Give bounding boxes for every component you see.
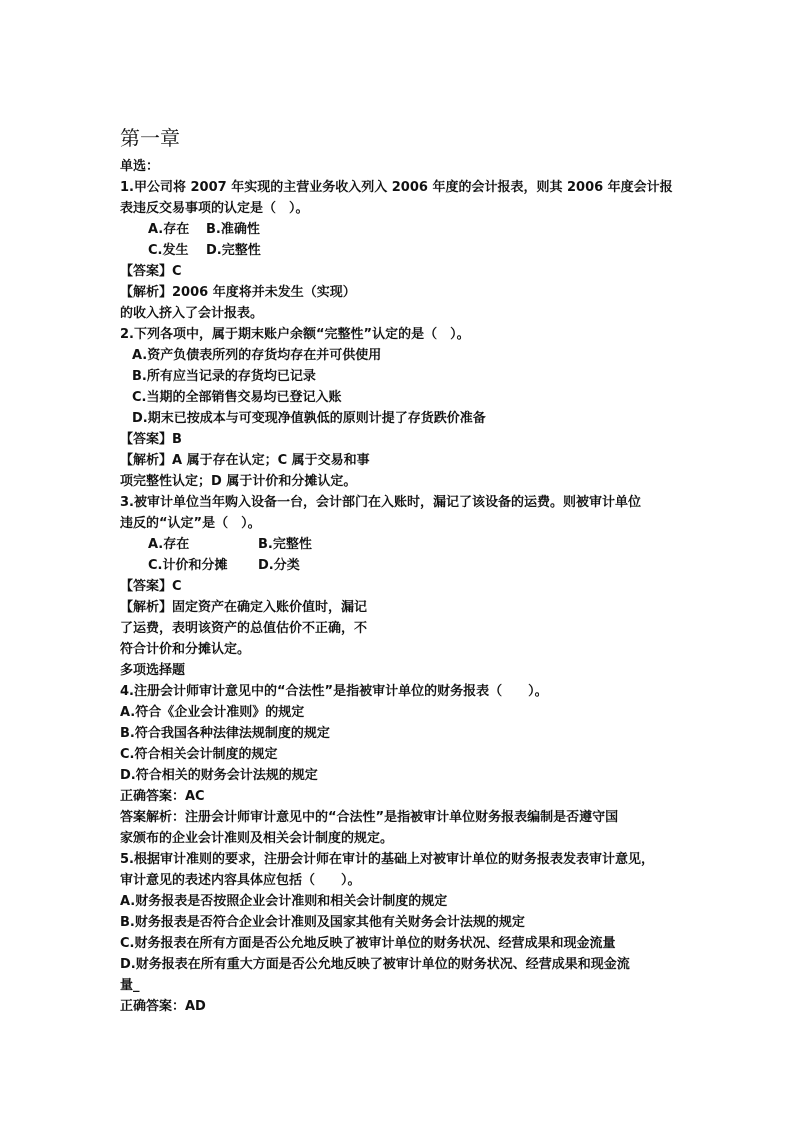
q3-analysis-line-2: 了运费，表明该资产的总值估价不正确，不 bbox=[120, 621, 368, 636]
q2-option-c: C.当期的全部销售交易均已登记入账 bbox=[132, 390, 342, 405]
section-heading-single: 单选： bbox=[120, 159, 160, 174]
q4-option-b: B.符合我国各种法律法规制度的规定 bbox=[120, 726, 330, 741]
q3-answer: 【答案】C bbox=[120, 579, 182, 594]
q5-option-a: A.财务报表是否按照企业会计准则和相关会计制度的规定 bbox=[120, 894, 448, 909]
q4-stem-line-1: 4.注册会计师审计意见中的“合法性”是指被审计单位的财务报表（ ）。 bbox=[120, 684, 548, 699]
q4-option-d: D.符合相关的财务会计法规的规定 bbox=[120, 768, 318, 783]
q3-stem-line-1: 3.被审计单位当年购入设备一台，会计部门在入账时，漏记了该设备的运费。则被审计单位 bbox=[120, 495, 641, 510]
q1-stem-line-1: 1.甲公司将 2007 年实现的主营业务收入列入 2006 年度的会计报表，则其 2006 年度会计报 bbox=[120, 180, 673, 195]
chapter-title: 第一章 bbox=[120, 126, 180, 150]
q5-option-d-line-2: 量_ bbox=[120, 978, 140, 993]
q5-stem-line-1: 5.根据审计准则的要求，注册会计师在审计的基础上对被审计单位的财务报表发表审计意见， bbox=[120, 852, 654, 867]
q4-analysis-line-2: 家颁布的企业会计准则及相关会计制度的规定。 bbox=[120, 831, 394, 846]
q2-answer: 【答案】B bbox=[120, 432, 182, 447]
q3-option-a: A.存在 bbox=[148, 537, 190, 552]
q1-stem-line-2: 表违反交易事项的认定是（ ）。 bbox=[120, 201, 309, 216]
q5-answer: 正确答案：AD bbox=[120, 999, 206, 1014]
q5-option-c: C.财务报表在所有方面是否公允地反映了被审计单位的财务状况、经营成果和现金流量 bbox=[120, 936, 616, 951]
q1-analysis-line-2: 的收入挤入了会计报表。 bbox=[120, 306, 264, 321]
q2-option-d: D.期末已按成本与可变现净值孰低的原则计提了存货跌价准备 bbox=[132, 411, 486, 426]
q3-analysis-line-3: 符合计价和分摊认定。 bbox=[120, 642, 251, 657]
q2-option-b: B.所有应当记录的存货均已记录 bbox=[132, 369, 316, 384]
q1-option-b: B.准确性 bbox=[206, 222, 260, 237]
q3-option-b: B.完整性 bbox=[258, 537, 312, 552]
document-page bbox=[120, 124, 690, 1017]
q1-answer: 【答案】C bbox=[120, 264, 182, 279]
q3-options-row-1 bbox=[120, 534, 690, 555]
q4-option-c: C.符合相关会计制度的规定 bbox=[120, 747, 278, 762]
q5-option-d-line-1: D.财务报表在所有重大方面是否公允地反映了被审计单位的财务状况、经营成果和现金流 bbox=[120, 957, 630, 972]
q2-analysis-line-2: 项完整性认定；D 属于计价和分摊认定。 bbox=[120, 474, 357, 489]
q3-analysis-line-1: 【解析】固定资产在确定入账价值时，漏记 bbox=[120, 600, 368, 615]
q4-answer: 正确答案：AC bbox=[120, 789, 205, 804]
q3-options-row-2 bbox=[120, 555, 690, 576]
q1-options-row-1 bbox=[120, 219, 690, 240]
q3-option-c: C.计价和分摊 bbox=[148, 558, 228, 573]
q5-stem-line-2: 审计意见的表述内容具体应包括（ ）。 bbox=[120, 873, 361, 888]
q5-option-b: B.财务报表是否符合企业会计准则及国家其他有关财务会计法规的规定 bbox=[120, 915, 525, 930]
q3-stem-line-2: 违反的“认定”是（ ）。 bbox=[120, 516, 261, 531]
q1-option-a: A.存在 bbox=[148, 222, 190, 237]
q2-analysis-line-1: 【解析】A 属于存在认定；C 属于交易和事 bbox=[120, 453, 370, 468]
q4-option-a: A.符合《企业会计准则》的规定 bbox=[120, 705, 305, 720]
q1-analysis-line-1: 【解析】2006 年度将并未发生（实现） bbox=[120, 285, 356, 300]
q1-option-c: C.发生 bbox=[148, 243, 189, 258]
q2-option-a: A.资产负债表所列的存货均存在并可供使用 bbox=[132, 348, 382, 363]
q2-stem-line-1: 2.下列各项中，属于期末账户余额“完整性”认定的是（ ）。 bbox=[120, 327, 470, 342]
q3-option-d: D.分类 bbox=[258, 558, 300, 573]
q4-analysis-line-1: 答案解析：注册会计师审计意见中的“合法性”是指被审计单位财务报表编制是否遵守国 bbox=[120, 810, 619, 825]
q1-options-row-2 bbox=[120, 240, 690, 261]
q1-option-d: D.完整性 bbox=[206, 243, 261, 258]
section-heading-multi: 多项选择题 bbox=[120, 663, 186, 678]
